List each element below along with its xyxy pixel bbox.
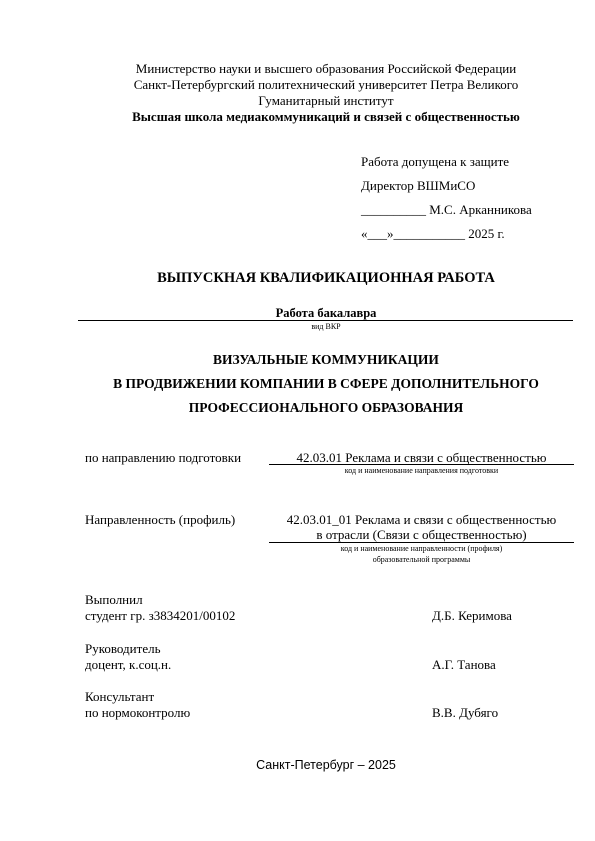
consultant-role: Консультант	[85, 689, 155, 704]
topic-line-1: ВИЗУАЛЬНЫЕ КОММУНИКАЦИИ	[213, 352, 439, 367]
director-signature-line: __________ М.С. Арканникова	[361, 202, 532, 217]
supervisor-name: А.Г. Танова	[432, 657, 496, 672]
director-line: Директор ВШМиСО	[361, 178, 476, 193]
supervisor-role: Руководитель	[85, 641, 161, 656]
work-type-caption: вид ВКР	[311, 322, 341, 331]
consultant-name: В.В. Дубяго	[432, 705, 499, 720]
profile-value-line-1: 42.03.01_01 Реклама и связи с общественностью	[286, 512, 557, 527]
institute-line: Гуманитарный институт	[258, 93, 394, 108]
school-line: Высшая школа медиакоммуникаций и связей с общественностью	[132, 109, 520, 124]
work-type-underline	[78, 320, 573, 321]
direction-caption: код и наименование направления подготовки	[344, 466, 499, 475]
direction-underline	[269, 464, 574, 465]
ministry-line: Министерство науки и высшего образования Российской Федерации	[135, 61, 517, 76]
work-type-value: Работа бакалавра	[275, 306, 377, 320]
document-title: ВЫПУСКНАЯ КВАЛИФИКАЦИОННАЯ РАБОТА	[157, 270, 495, 286]
profile-underline	[269, 542, 574, 543]
profile-label: Направленность (профиль)	[85, 512, 236, 527]
supervisor-detail: доцент, к.соц.н.	[85, 657, 172, 672]
direction-value: 42.03.01 Реклама и связи с общественностью	[296, 450, 547, 465]
performer-detail: студент гр. з3834201/00102	[85, 608, 236, 623]
profile-value-line-2: в отрасли (Связи с общественностью)	[316, 527, 527, 542]
topic-line-2: В ПРОДВИЖЕНИИ КОМПАНИИ В СФЕРЕ ДОПОЛНИТЕЛЬНОГО	[113, 376, 539, 391]
city-year-footer: Санкт-Петербург – 2025	[256, 758, 396, 772]
consultant-detail: по нормоконтролю	[85, 705, 191, 720]
performer-role: Выполнил	[85, 592, 143, 607]
topic-line-3: ПРОФЕССИОНАЛЬНОГО ОБРАЗОВАНИЯ	[188, 400, 464, 415]
approval-line: Работа допущена к защите	[361, 154, 510, 169]
university-line: Санкт-Петербургский политехнический университет Петра Великого	[133, 77, 519, 92]
performer-name: Д.Б. Керимова	[432, 608, 512, 623]
direction-label: по направлению подготовки	[85, 450, 242, 465]
approval-date-line: «___»___________ 2025 г.	[361, 226, 505, 241]
profile-caption-line-2: образовательной программы	[372, 555, 471, 564]
profile-caption-line-1: код и наименование направленности (профиля)	[340, 544, 503, 553]
